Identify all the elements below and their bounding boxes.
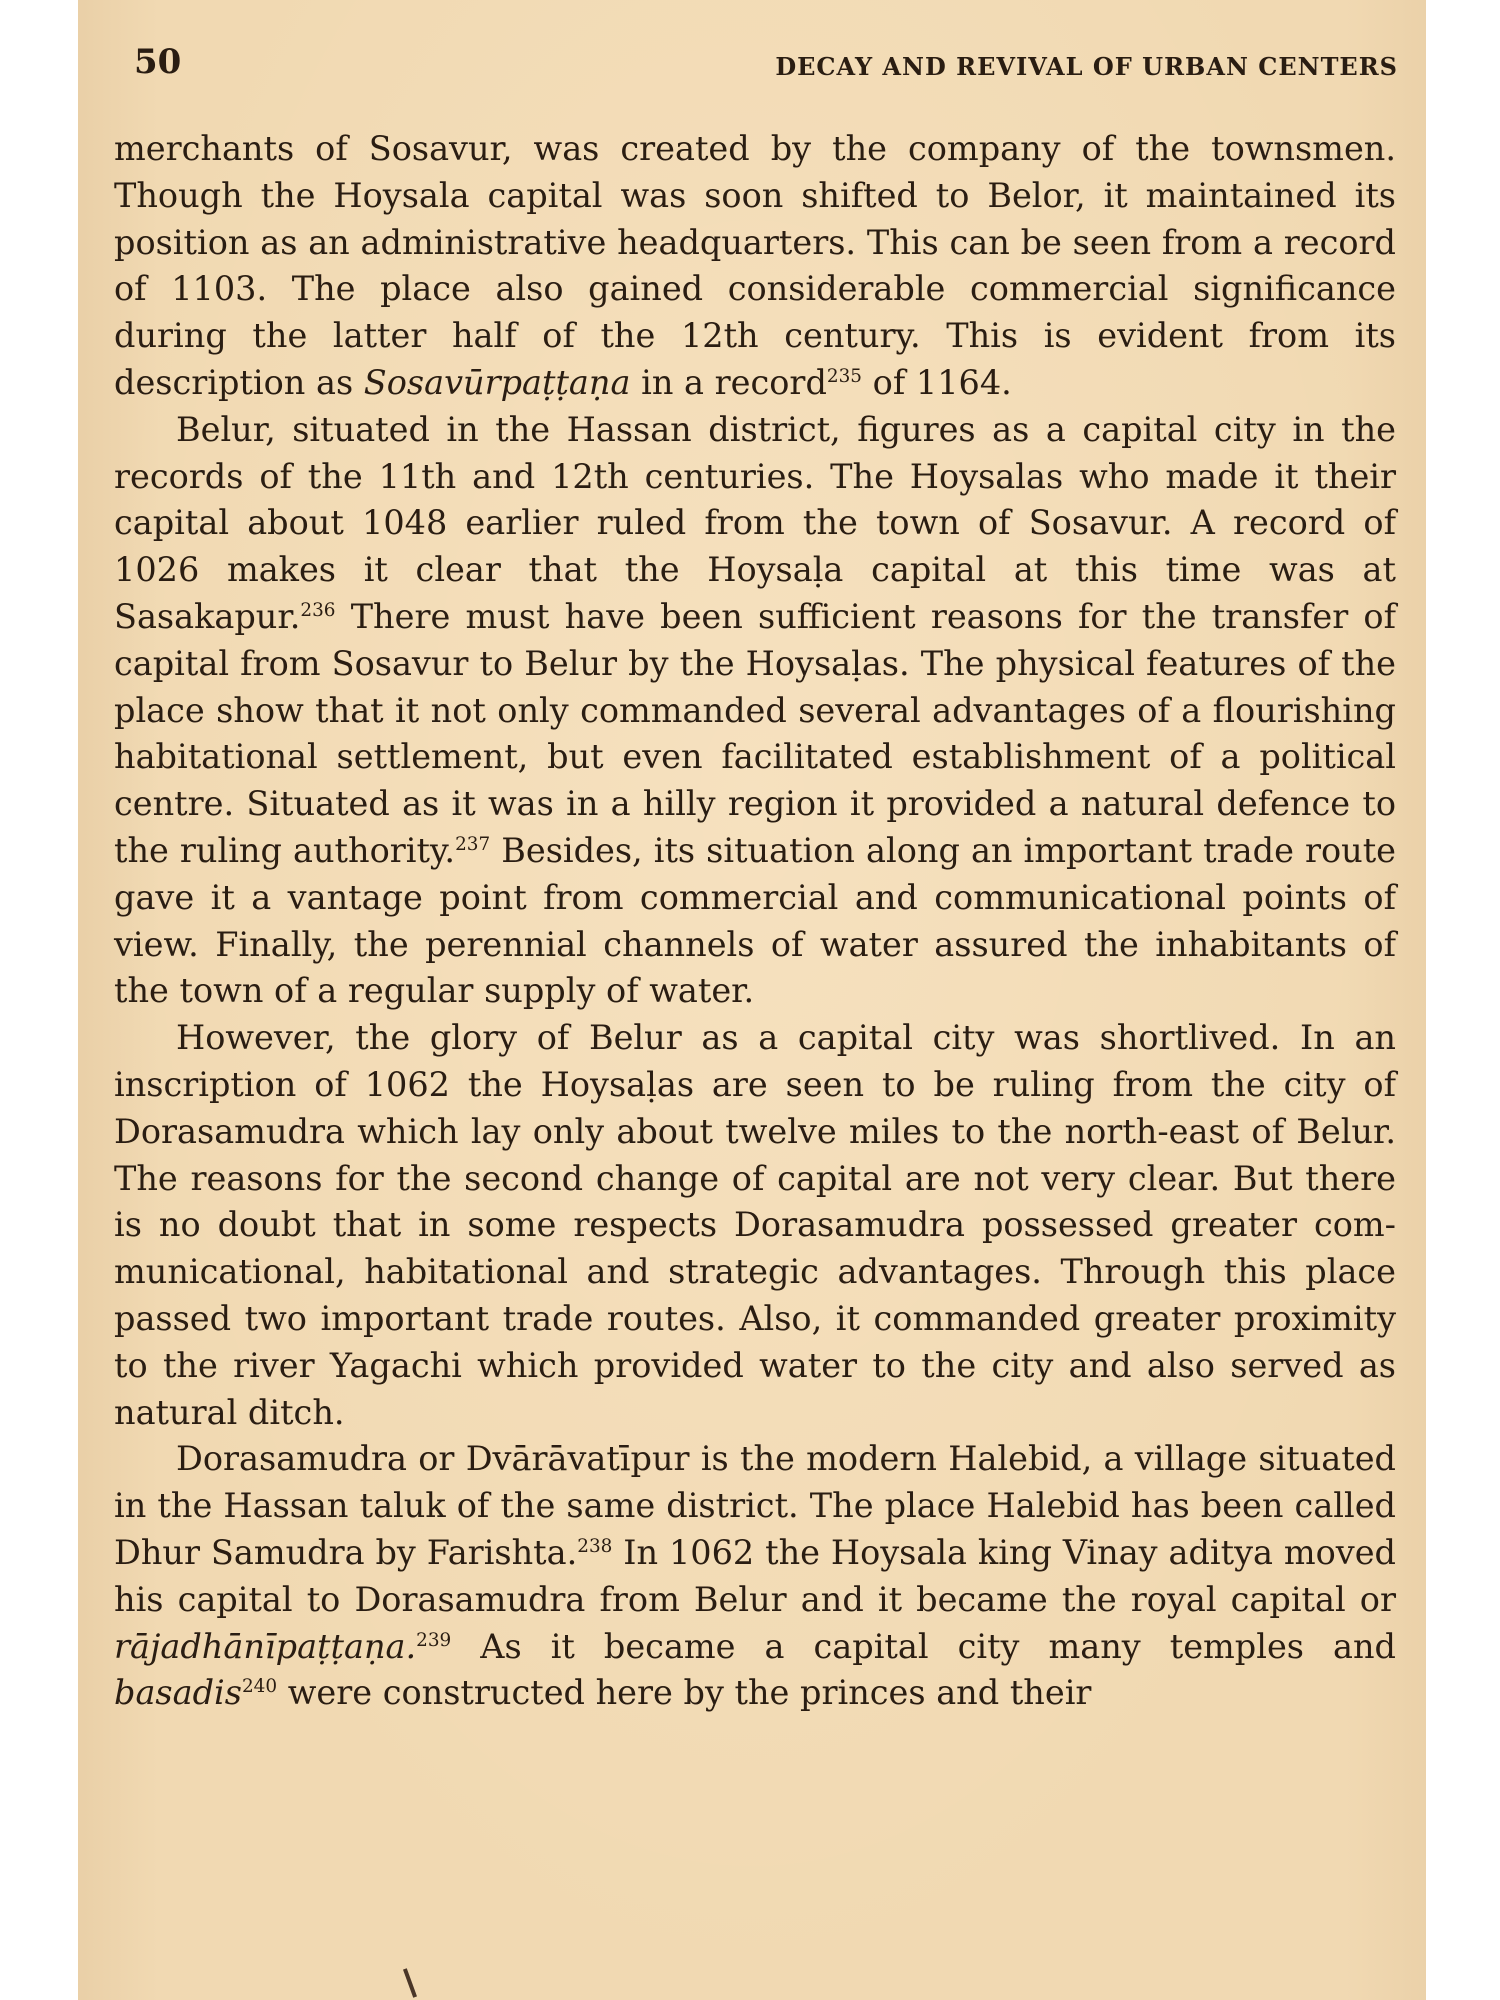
body-text <box>114 126 1396 1717</box>
text-run: Belur, situated in the Hassan district, figures as a capital city in the records of the 11th and 12th centuries. The Hoysalas who made it their capital about 1048 earlier ruled from the town of Sosavur. A record of 1026 makes it clear that the Hoysaḷa capital at this time was at Sasakapur. <box>114 409 1396 636</box>
footnote-ref: 239 <box>416 1629 452 1651</box>
text-run: However, the glory of Belur as a capital city was shortlived. In an inscription of 1062 the Hoysaḷas are seen to be ruling from the city of Dorasamudra which lay only about twelve miles to the north-east of Belur. The reasons for the second change of capital are not very clear. But there is no doubt that in some respects Dorasamudra possessed greater communicational, habitational and strategic advantages. Through this place passed two important trade routes. Also, it commanded greater proximity to the river Yagachi which provided water to the city and also served as natural ditch. <box>114 1018 1396 1432</box>
text-run: In 1062 the Hoysala king Vinay aditya moved his capital to Dorasamudra from Belur and it became the royal capital or <box>114 1532 1396 1619</box>
paragraph <box>114 407 1396 1015</box>
text-run: in a record <box>630 362 827 402</box>
ink-mark <box>403 1968 417 1998</box>
text-run: As it became a capital city many temples and <box>451 1626 1396 1666</box>
text-run: Dorasamudra or Dvārāvatīpur is the modern Halebid, a village situated in the Hassan taluk of the same district. The place Halebid has been called Dhur Samudra by Farishta. <box>114 1439 1396 1572</box>
book-page <box>78 0 1426 2000</box>
footnote-ref: 240 <box>241 1676 278 1698</box>
text-run: of 1164. <box>862 362 1012 402</box>
footnote-ref: 237 <box>455 833 491 855</box>
footnote-ref: 238 <box>577 1535 613 1557</box>
paragraph <box>114 1436 1396 1717</box>
text-run: merchants of Sosavur, was created by the company of the townsmen. Though the Hoysala capital was soon shifted to Belor, it maintained its position as an administrative headquarters. This can be seen from a record of 1103. The place also gained considerable commercial significance during the latter half of the 12th century. This is evident from its description as <box>114 129 1396 402</box>
italic-term: rājadhānīpaṭṭaṇa. <box>114 1626 417 1666</box>
text-run: Besides, its situation along an important trade route gave it a vantage point from commercial and communicational points of view. Finally, the perennial channels of water assured the inhabitants of the town of a regular supply of water. <box>114 830 1396 1011</box>
italic-term: basadis <box>114 1673 242 1713</box>
text-run: were constructed here by the princes and their <box>277 1673 1092 1713</box>
paragraph <box>114 126 1396 407</box>
page-header <box>134 42 1398 86</box>
paragraph <box>114 1015 1396 1436</box>
page-number: 50 <box>134 42 182 82</box>
italic-term: Sosavūrpaṭṭaṇa <box>363 362 631 402</box>
text-run: There must have been sufficient reasons for the transfer of capital from Sosavur to Belur by the Hoysaḷas. The physical features of the place show that it not only commanded several advantages of a flourishing habitational settlement, but even facilitated establishment of a political centre. Situated as it was in a hilly region it provided a natural defence to the ruling authority. <box>114 596 1396 870</box>
footnote-ref: 235 <box>826 365 863 387</box>
footnote-ref: 236 <box>300 599 336 621</box>
scanned-page <box>78 0 1426 2000</box>
running-head: DECAY AND REVIVAL OF URBAN CENTERS <box>775 52 1398 81</box>
